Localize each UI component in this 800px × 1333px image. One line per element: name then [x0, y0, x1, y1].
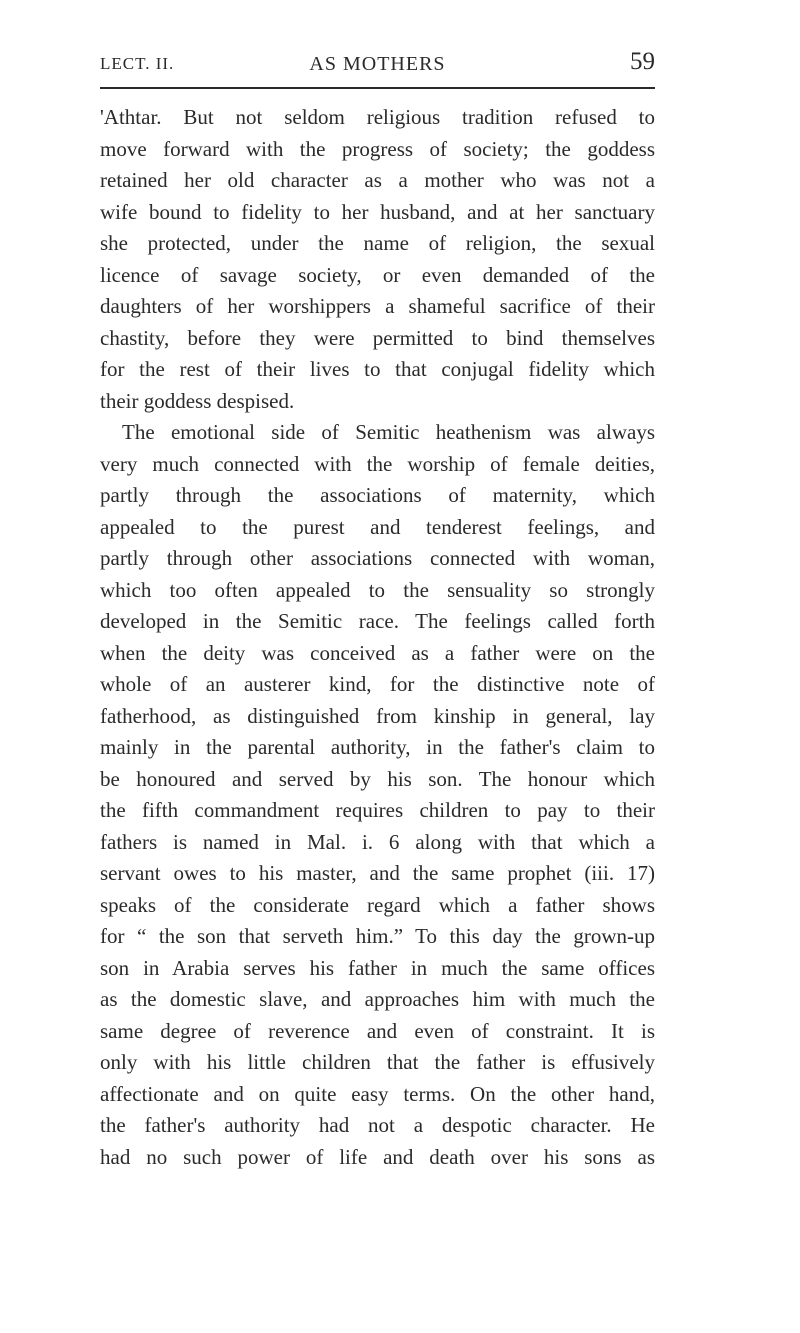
lecture-label: LECT. II. [100, 54, 175, 73]
text-line: The emotional side of Semitic heathenism was always [122, 420, 655, 444]
text-line: servant owes to his master, and the same prophet (iii. 17) [100, 861, 655, 885]
text-line: partly through other associations connected with woman, [100, 546, 655, 570]
text-line: for “ the son that serveth him.” To this day the grown-up [100, 924, 655, 948]
text-line: the father's authority had not a despotic character. He [100, 1113, 655, 1137]
chapter-title: AS MOTHERS [309, 53, 446, 75]
text-line: very much connected with the worship of female deities, [100, 451, 655, 476]
text-line: be honoured and served by his son. The honour which [100, 766, 655, 791]
text-line: the fifth commandment requires children to pay to their [100, 798, 655, 822]
header-rule [100, 87, 655, 89]
running-head [100, 46, 655, 76]
text-line: wife bound to fidelity to her husband, and at her sanctuary [100, 199, 655, 224]
text-line: 'Athtar. But not seldom religious tradition refused to [100, 105, 655, 129]
text-line: only with his little children that the father is effusively [100, 1050, 655, 1074]
text-line: had no such power of life and death over his sons as [100, 1144, 655, 1169]
text-line: chastity, before they were permitted to bind themselves [100, 325, 655, 350]
text-line: their goddess despised. [100, 388, 295, 413]
text-line: son in Arabia serves his father in much the same offices [100, 955, 655, 980]
text-line: appealed to the purest and tenderest feelings, and [100, 514, 655, 539]
text-line: when the deity was conceived as a father were on the [100, 640, 655, 665]
text-line: daughters of her worshippers a shameful sacrifice of their [100, 294, 655, 318]
text-line: whole of an austerer kind, for the distinctive note of [100, 672, 655, 696]
text-line: fatherhood, as distinguished from kinship in general, lay [100, 703, 655, 728]
body-text [100, 102, 655, 1173]
text-line: speaks of the considerate regard which a father shows [100, 892, 655, 917]
text-line: developed in the Semitic race. The feelings called forth [100, 609, 655, 633]
text-line: fathers is named in Mal. i. 6 along with that which a [100, 829, 655, 854]
text-line: which too often appealed to the sensuality so strongly [100, 577, 655, 602]
text-line: affectionate and on quite easy terms. On the other hand, [100, 1081, 655, 1106]
page-number: 59 [630, 48, 655, 75]
text-line: licence of savage society, or even demanded of the [100, 262, 655, 287]
text-line: mainly in the parental authority, in the father's claim to [100, 735, 655, 759]
text-line: she protected, under the name of religion, the sexual [100, 231, 655, 255]
text-line: for the rest of their lives to that conjugal fidelity which [100, 357, 655, 381]
text-line: move forward with the progress of society; the goddess [100, 136, 655, 161]
text-line: partly through the associations of maternity, which [100, 483, 655, 507]
text-line: same degree of reverence and even of constraint. It is [100, 1018, 655, 1043]
text-line: as the domestic slave, and approaches him with much the [100, 987, 655, 1011]
text-line: retained her old character as a mother who was not a [100, 168, 655, 192]
